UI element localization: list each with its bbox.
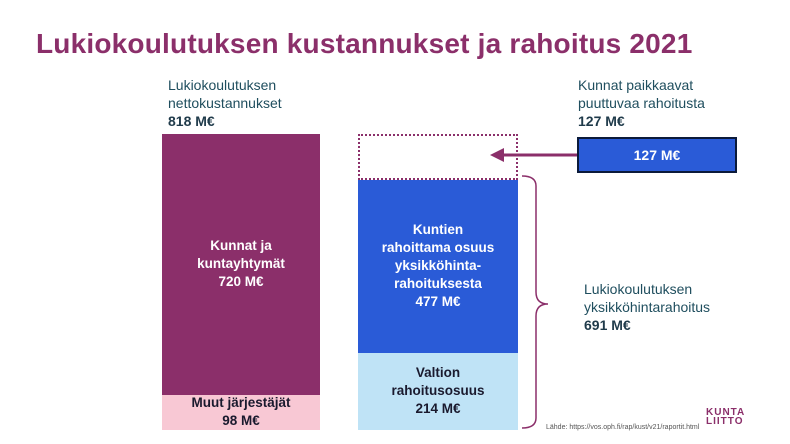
kuntaliitto-logo <box>706 408 745 426</box>
muut-jarjestajat-segment <box>162 395 320 430</box>
slide-title: Lukiokoulutuksen kustannukset ja rahoitus 2021 <box>36 28 693 59</box>
segment-value-label: 98 M€ <box>222 413 260 429</box>
kuntien-osuus-segment <box>358 180 518 353</box>
net-costs-value: 818 M€ <box>168 113 215 129</box>
gap-value-box: 127 M€ <box>577 137 737 173</box>
valtion-osuus-segment-label <box>391 364 484 418</box>
municipal-gap-value: 127 M€ <box>578 113 625 129</box>
segment-label-line: rahoittama osuus <box>381 240 495 256</box>
segment-label-line: rahoitusosuus <box>391 383 485 399</box>
municipal-gap-label-line1: Kunnat paikkaavat <box>578 77 694 93</box>
segment-value-label: 720 M€ <box>218 274 264 290</box>
segment-label-line: rahoituksesta <box>394 276 482 292</box>
segment-value-label: 214 M€ <box>415 401 461 417</box>
segment-label-line: kuntayhtymät <box>197 256 285 272</box>
segment-label-line: Muut järjestäjät <box>191 395 291 411</box>
segment-label-line: yksikköhinta- <box>394 258 482 274</box>
net-costs-label-line1: Lukiokoulutuksen <box>168 77 277 93</box>
kunnat-segment <box>162 134 320 395</box>
segment-value-label: 477 M€ <box>415 294 461 310</box>
municipal-gap-label-line2: puuttuvaa rahoitusta <box>578 95 705 111</box>
valtion-osuus-segment <box>358 353 518 430</box>
source-note: Lähde: https://vos.oph.fi/rap/kust/v21/raportit.html <box>546 424 700 431</box>
segment-label-line: Kuntien <box>412 222 464 238</box>
kuntien-osuus-segment-label <box>382 221 495 311</box>
logo-line2: LIITTO <box>706 416 744 427</box>
net-costs-label-line2: nettokustannukset <box>168 95 282 111</box>
kunnat-segment-label <box>197 237 285 291</box>
muut-jarjestajat-segment-label <box>191 394 290 430</box>
gap-dotted-segment <box>358 134 518 180</box>
segment-label-line: Valtion <box>415 365 461 381</box>
unit-price-value: 691 M€ <box>584 317 631 333</box>
unit-price-brace <box>522 176 548 428</box>
unit-price-label-line2: yksikköhintarahoitus <box>584 299 711 315</box>
segment-label-line: Kunnat ja <box>210 238 272 254</box>
unit-price-label-line1: Lukiokoulutuksen <box>584 281 693 297</box>
logo-line1: KUNTA <box>706 407 746 418</box>
